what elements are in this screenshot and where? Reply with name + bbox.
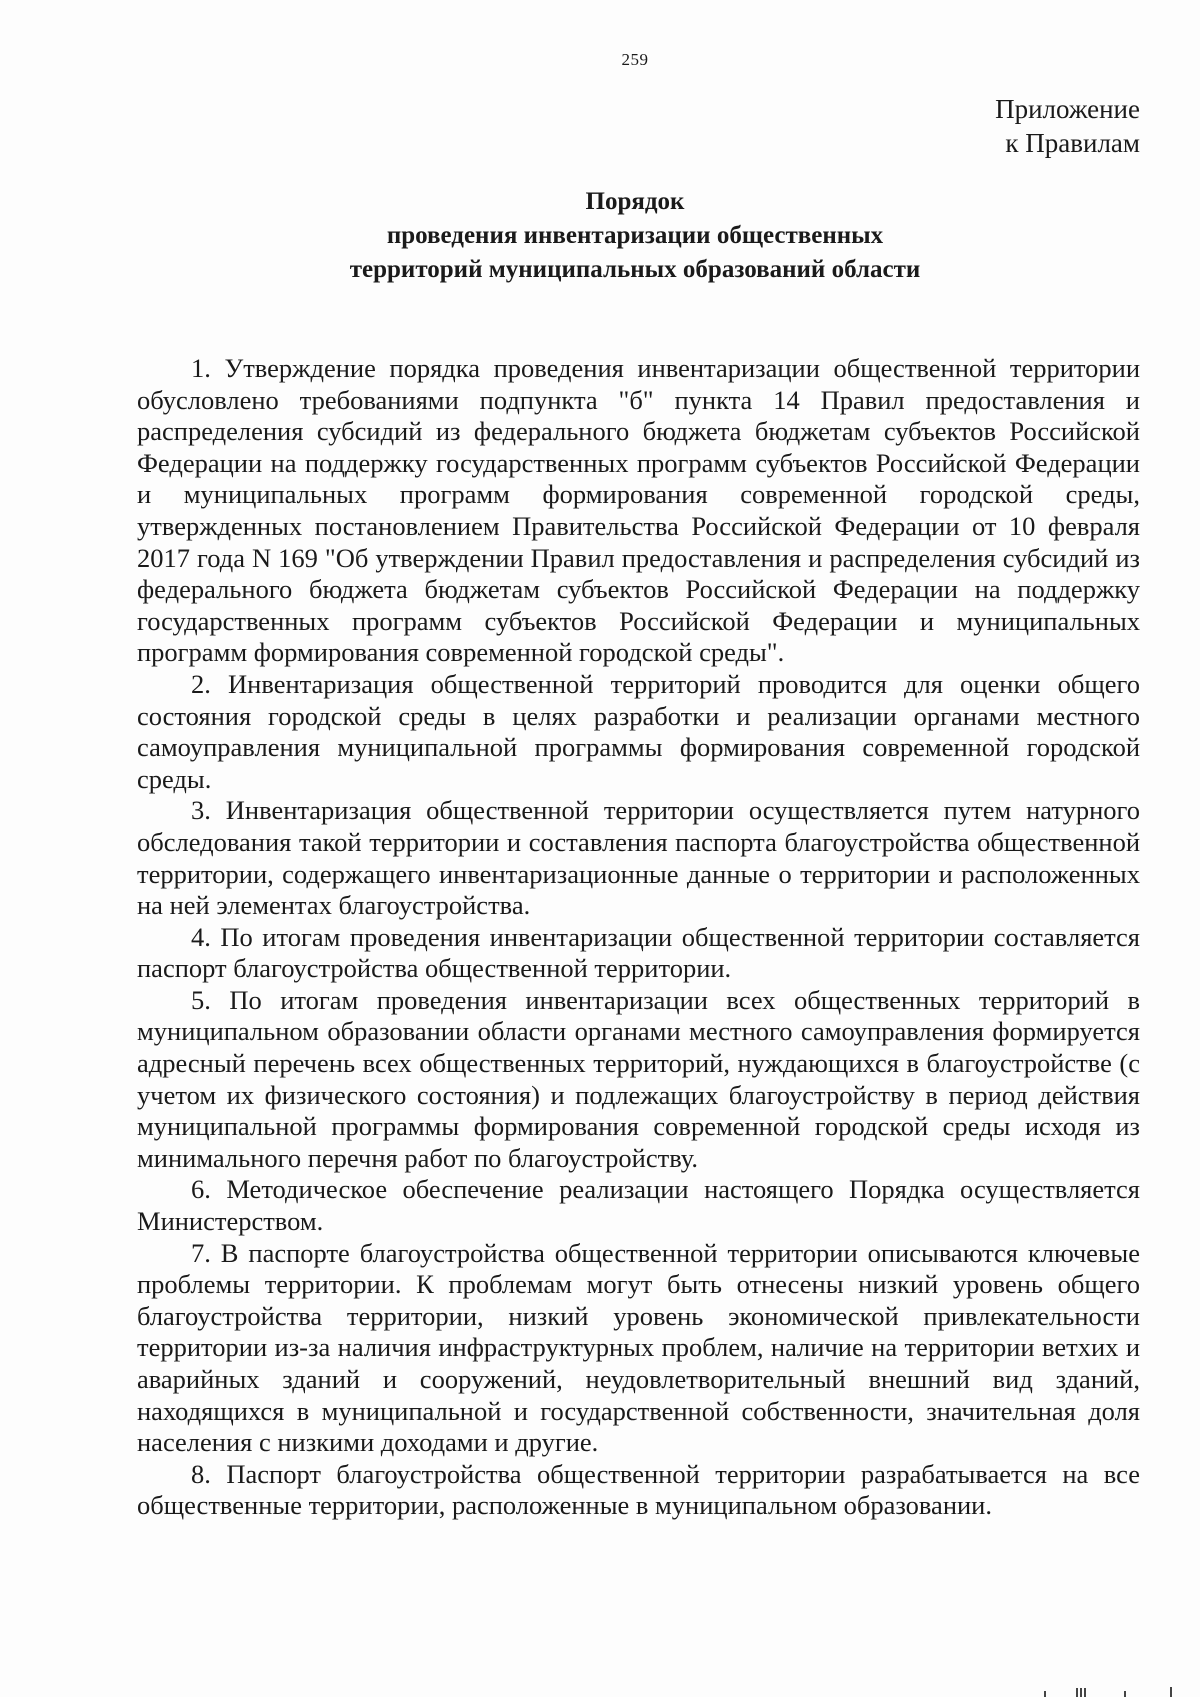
title-line-1: Порядок: [585, 188, 685, 215]
paragraph-7: 7. В паспорте благоустройства общественной территории описываются ключевые проблемы территории. К проблемам могут быть отнесены низкий уровень общего благоустройства территории, низкий уровень экономической привлекательности территории из-за наличия инфраструктурных проблем, наличие на территории ветхих и аварийных зданий и сооружений, неудовлетворительный внешний вид зданий, находящихся в муниципальной и государственной собственности, значительная доля населения с низкими доходами и другие.: [137, 1237, 1140, 1458]
paragraph-4: 4. По итогам проведения инвентаризации общественной территории составляется паспорт благоустройства общественной территории.: [137, 921, 1140, 984]
paragraph-6: 6. Методическое обеспечение реализации настоящего Порядка осуществляется Министерством.: [137, 1174, 1140, 1237]
paragraph-2: 2. Инвентаризация общественной территорий проводится для оценки общего состояния городской среды в целях разработки и реализации органами местного самоуправления муниципальной программы формирования современной городской среды.: [137, 668, 1140, 794]
paragraph-8: 8. Паспорт благоустройства общественной территории разрабатывается на все общественные территории, расположенные в муниципальном образовании.: [137, 1458, 1140, 1521]
paragraph-3: 3. Инвентаризация общественной территории осуществляется путем натурного обследования такой территории и составления паспорта благоустройства общественной территории, содержащего инвентаризационные данные о территории и расположенных на ней элементах благоустройства.: [137, 795, 1140, 921]
document-title: [0, 185, 1200, 287]
title-line-3: территорий муниципальных образований области: [349, 256, 921, 283]
appendix-line-2: к Правилам: [1005, 128, 1140, 158]
paragraph-1: 1. Утверждение порядка проведения инвентаризации общественной территории обусловлено требованиями подпункта "б" пункта 14 Правил предоставления и распределения субсидий из федерального бюджета бюджетам субъектов Российской Федерации на поддержку государственных программ субъектов Российской Федерации и муниципальных программ формирования современной городской среды, утвержденных постановлением Правительства Российской Федерации от 10 февраля 2017 года N 169 "Об утверждении Правил предоставления и распределения субсидий из федерального бюджета бюджетам субъектов Российской Федерации на поддержку государственных программ субъектов Российской Федерации и муниципальных программ формирования современной городской среды".: [137, 353, 1140, 668]
paragraph-5: 5. По итогам проведения инвентаризации всех общественных территорий в муниципальном образовании области органами местного самоуправления формируется адресный перечень всех общественных территорий, нуждающихся в благоустройстве (с учетом их физического состояния) и подлежащих благоустройству в период действия муниципальной программы формирования современной городской среды исходя из минимального перечня работ по благоустройству.: [137, 984, 1140, 1173]
page-number: 259: [621, 50, 649, 69]
document-body: [137, 353, 1140, 1522]
appendix-note: [995, 92, 1140, 160]
appendix-line-1: Приложение: [995, 94, 1140, 124]
title-line-2: проведения инвентаризации общественных: [386, 222, 884, 249]
scan-edge-marks: [1040, 1683, 1180, 1697]
